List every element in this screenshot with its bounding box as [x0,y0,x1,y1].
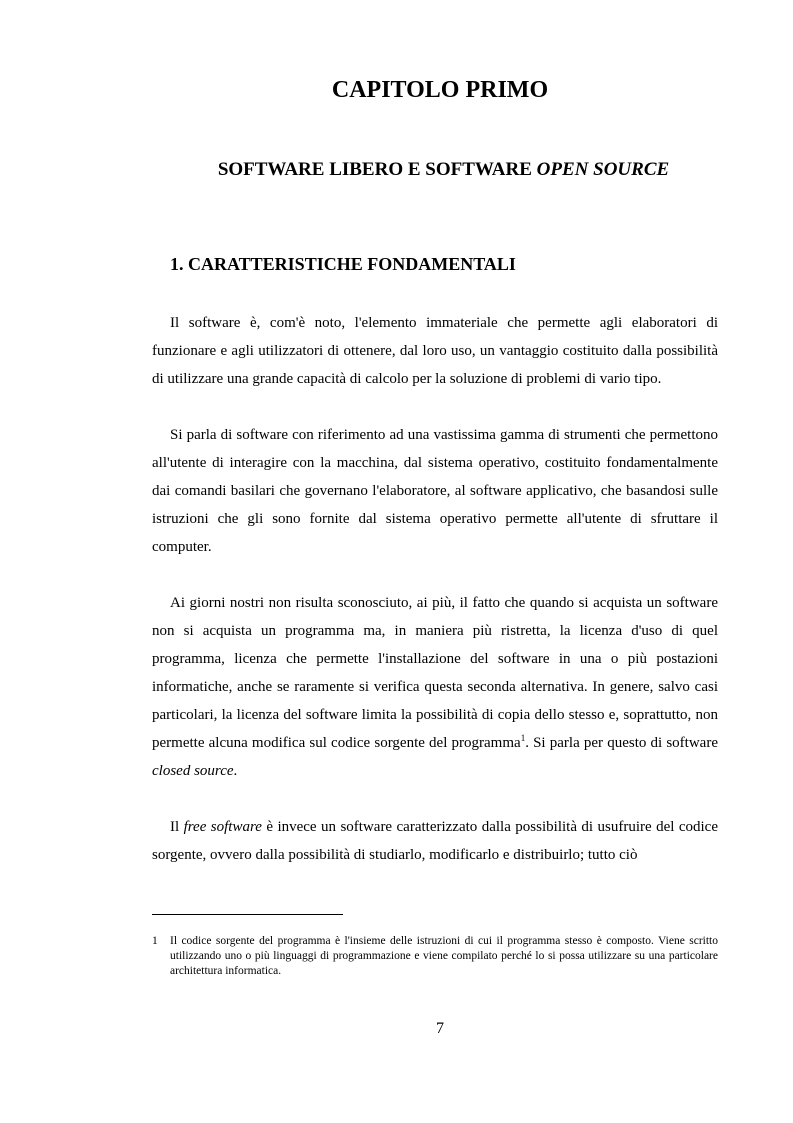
footnote-divider [152,914,343,915]
paragraph-2: Si parla di software con riferimento ad una vastissima gamma di strumenti che permettono all'utente di interagire con la macchina, dal sistema operativo, costituito fondamentalmente dai comandi basilari che governano l'elaboratore, al software applicativo, che basandosi sulle istruzioni che gli sono fornite dal sistema operativo permette all'utente di sfruttare il computer. [152,427,718,555]
chapter-subtitle [152,159,735,181]
paragraph-4 [152,813,718,869]
footnote-reference[interactable]: 1 [520,733,526,743]
chapter-title: CAPITOLO PRIMO [331,77,549,103]
paragraph-4-rest: è invece un software caratterizzato dalla possibilità di usufruire del codice sorgente, ovvero dalla possibilità di studiarlo, modificarlo e distribuirlo; tutto ciò [152,819,718,863]
footnote-number: 1 [152,935,158,947]
closed-source-term: closed source [152,763,234,779]
paragraph-3-main: Ai giorni nostri non risulta sconosciuto, ai più, il fatto che quando si acquista un software non si acquista un programma ma, in maniera più ristretta, la licenza d'uso di quel programma, licenza che permette l'installazione del software in una o più postazioni informatiche, anche se raramente si verifica questa seconda alternativa. In genere, salvo casi particolari, la licenza del software limita la possibilità di copia dello stesso e, soprattutto, non permette alcuna modifica sul codice sorgente del programma [152,595,718,751]
paragraph-3-end: . [233,763,238,779]
chapter-subtitle-italic: OPEN SOURCE [536,159,670,180]
free-software-term: free software [183,819,262,835]
chapter-subtitle-plain: SOFTWARE LIBERO E SOFTWARE [217,159,537,180]
section-heading: 1. CARATTERISTICHE FONDAMENTALI [170,254,516,274]
paragraph-1: Il software è, com'è noto, l'elemento immateriale che permette agli elaboratori di funzionare e agli utilizzatori di ottenere, dal loro uso, un vantaggio costituito dalla possibilità di utilizzare una grande capacità di calcolo per la soluzione di problemi di vario tipo. [152,315,718,387]
page-number: 7 [436,1020,444,1037]
paragraph-4-start: Il [170,819,184,835]
paragraph-3 [152,589,718,785]
footnote [152,934,718,979]
paragraph-3-after-ref: . Si parla per questo di software [525,735,718,751]
footnote-text: Il codice sorgente del programma è l'insieme delle istruzioni di cui il programma stesso è composto. Viene scritto utilizzando uno o più linguaggi di programmazione e viene compilato perché lo si possa utilizzare su una particolare architettura informatica. [170,935,718,977]
